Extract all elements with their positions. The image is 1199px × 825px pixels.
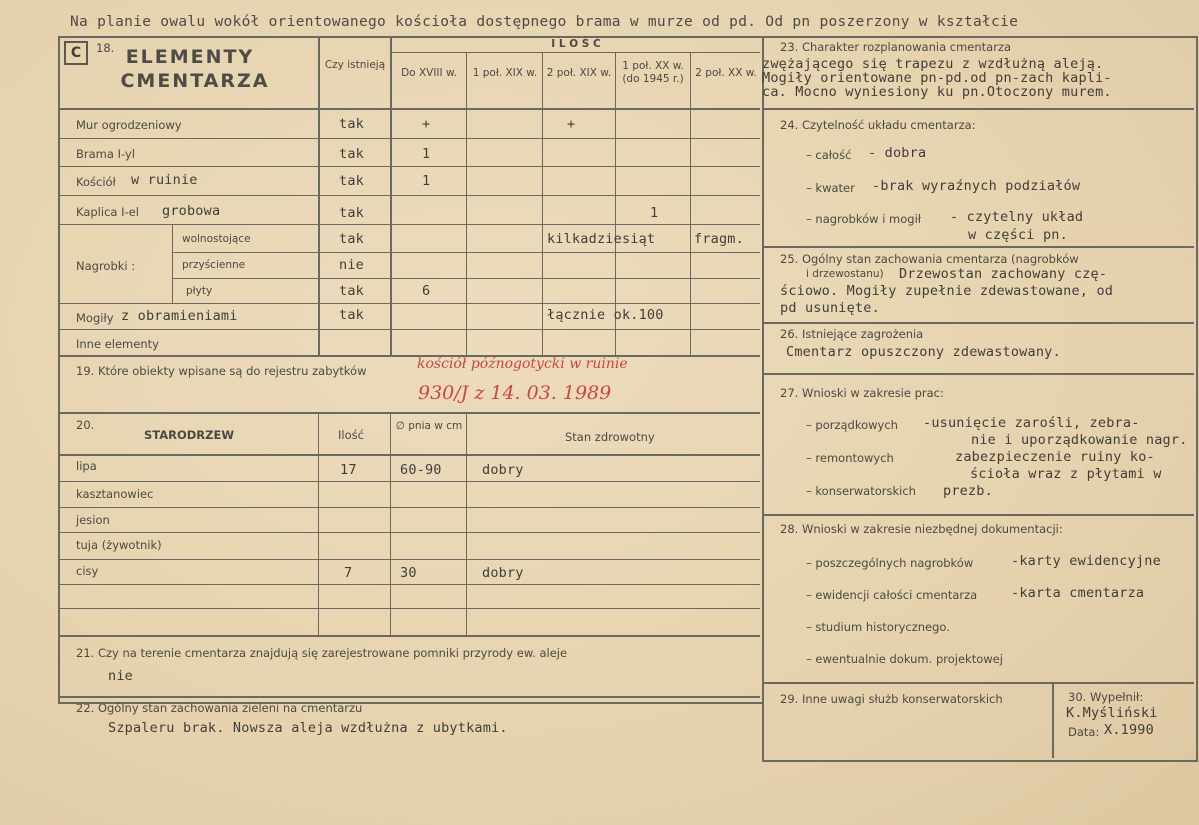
row-nagrobki: Nagrobki :	[76, 259, 136, 273]
s25-line3: pd usunięte.	[780, 300, 880, 316]
col-czy-istnieja: Czy istnieją	[324, 59, 386, 71]
s28-l1: – poszczególnych nagrobków	[806, 556, 974, 570]
col-2pol-xx: 2 poł. XX w.	[695, 67, 757, 79]
s27-line1: -usunięcie zarośli, zebra-	[923, 415, 1140, 431]
s27-line5: prezb.	[943, 483, 993, 499]
row-kaplica: Kaplica I-el	[76, 205, 139, 219]
plyty-do18: 6	[422, 283, 431, 299]
s24-calosc-val: - dobra	[868, 145, 927, 161]
wolno-czy: tak	[339, 231, 364, 247]
row-kosciol: Kościół	[76, 175, 116, 189]
tree-lipa: lipa	[76, 459, 97, 473]
s30-label: 30. Wypełnił:	[1068, 690, 1144, 704]
s28-l3: – studium historycznego.	[806, 620, 950, 634]
row-mogily-typed: z obramieniami	[121, 308, 238, 324]
s20-col-ilosc: Ilość	[338, 428, 364, 442]
tree-kasztanowiec: kasztanowiec	[76, 487, 154, 501]
tree-lipa-stan: dobry	[482, 462, 524, 478]
s28-l2: – ewidencji całości cmentarza	[806, 588, 978, 602]
kosciol-czy: tak	[339, 173, 364, 189]
s19-label: 19. Które obiekty wpisane są do rejestru zabytków	[76, 364, 367, 378]
s24-label: 24. Czytelność układu cmentarza:	[780, 118, 976, 132]
col-1pol-xx: 1 poł. XX w. (do 1945 r.)	[622, 60, 684, 85]
s27-kons: – konserwatorskich	[806, 484, 916, 498]
row-mur: Mur ogrodzeniowy	[76, 118, 182, 132]
mogily-value: łącznie ok.100	[547, 307, 664, 323]
row-kaplica-typed: grobowa	[162, 203, 221, 219]
col-do-xviii: Do XVIII w.	[401, 67, 457, 79]
s21-label: 21. Czy na terenie cmentarza znajdują się zarejestrowane pomniki przyrody ew. aleje	[76, 646, 568, 660]
kaplica-czy: tak	[339, 205, 364, 221]
s25-line2: ściowo. Mogiły zupełnie zdewastowane, od	[780, 283, 1114, 299]
s27-line2: nie i uporządkowanie nagr.	[971, 432, 1188, 448]
s18-number: 18.	[96, 41, 115, 55]
s28-l4: – ewentualnie dokum. projektowej	[806, 652, 1003, 666]
s25-label1: 25. Ogólny stan zachowania cmentarza (nagrobków	[780, 252, 1079, 266]
s23-line1: zwężającego się trapezu z wzdłużną aleją.	[762, 56, 1104, 72]
s27-line3: zabezpieczenie ruiny ko-	[955, 449, 1155, 465]
mur-czy: tak	[339, 116, 364, 132]
s24-kwater-label: – kwater	[806, 181, 855, 195]
s23-line3: ca. Mocno wyniesiony ku pn.Otoczony murem.	[762, 84, 1112, 100]
mur-do18: +	[422, 116, 431, 132]
tree-cisy-ilosc: 7	[344, 565, 353, 581]
s20-number: 20.	[76, 418, 95, 432]
row-przyscienne: przyścienne	[182, 259, 246, 271]
row-mogily: Mogiły	[76, 311, 114, 325]
s27-line4: ścioła wraz z płytami w	[970, 466, 1162, 482]
section-letter-box: C	[64, 41, 88, 65]
s20-title: STARODRZEW	[144, 428, 235, 442]
s20-col-stan: Stan zdrowotny	[565, 430, 655, 444]
kosciol-do18: 1	[422, 173, 431, 189]
row-plyty: płyty	[186, 285, 213, 297]
s22-label: 22. Ogólny stan zachowania zieleni na cmentarzu	[76, 701, 363, 715]
row-brama: Brama I-yl	[76, 147, 135, 161]
s30-name: K.Myśliński	[1066, 705, 1158, 721]
s28-v2: -karta cmentarza	[1011, 585, 1145, 601]
s25-label2: i drzewostanu)	[806, 268, 884, 280]
s20-col-pnia: ∅ pnia w cm	[395, 420, 463, 432]
s18-title-line1: ELEMENTY	[125, 46, 255, 68]
s21-value: nie	[108, 668, 133, 684]
s24-kwater-val: -brak wyraźnych podziałów	[872, 178, 1081, 194]
s28-label: 28. Wnioski w zakresie niezbędnej dokumentacji:	[780, 522, 1063, 536]
s30-date-val: X.1990	[1104, 722, 1154, 738]
tree-jesion: jesion	[76, 513, 110, 527]
col-ilosc: I L O Ś Ć	[551, 38, 601, 50]
s29-label: 29. Inne uwagi służb konserwatorskich	[780, 692, 1003, 706]
s24-nagrob-val1: - czytelny układ	[950, 209, 1084, 225]
s24-nagrob-val2: w części pn.	[968, 227, 1068, 243]
s26-value: Cmentarz opuszczony zdewastowany.	[786, 344, 1061, 360]
s28-v1: -karty ewidencyjne	[1011, 553, 1161, 569]
kaplica-1pol20: 1	[650, 205, 659, 221]
s24-nagrob-label: – nagrobków i mogił	[806, 212, 922, 226]
row-kosciol-typed: w ruinie	[131, 172, 198, 188]
row-inne: Inne elementy	[76, 337, 159, 351]
s19-handwritten-1: kościół późnogotycki w ruinie	[417, 356, 628, 372]
tree-cisy-pnia: 30	[400, 565, 417, 581]
col-2pol-xix: 2 poł. XIX w.	[546, 67, 612, 79]
s27-remont: – remontowych	[806, 451, 894, 465]
s24-calosc-label: – całość	[806, 148, 852, 162]
row-wolnostojace: wolnostojące	[182, 233, 251, 245]
wolno-fragm: fragm.	[694, 231, 744, 247]
s26-label: 26. Istniejące zagrożenia	[780, 327, 924, 341]
s30-date-label: Data:	[1068, 725, 1100, 739]
s23-line2: Mogiły orientowane pn-pd.od pn-zach kapli-	[762, 70, 1112, 86]
col-1pol-xix: 1 poł. XIX w.	[472, 67, 538, 79]
s25-line1: Drzewostan zachowany czę-	[899, 266, 1108, 282]
s27-porz: – porządkowych	[806, 418, 898, 432]
tree-lipa-ilosc: 17	[340, 462, 357, 478]
mogily-czy: tak	[339, 307, 364, 323]
s23-label: 23. Charakter rozplanowania cmentarza	[780, 40, 1012, 54]
tree-cisy-stan: dobry	[482, 565, 524, 581]
s27-label: 27. Wnioski w zakresie prac:	[780, 386, 944, 400]
tree-tuja: tuja (żywotnik)	[76, 538, 162, 552]
przys-czy: nie	[339, 257, 364, 273]
s18-title-line2: CMENTARZA	[120, 70, 270, 92]
wolno-value: kilkadziesiąt	[547, 231, 656, 247]
brama-do18: 1	[422, 146, 431, 162]
tree-cisy: cisy	[76, 564, 99, 578]
plyty-czy: tak	[339, 283, 364, 299]
tree-lipa-pnia: 60-90	[400, 462, 442, 478]
top-typed-line: Na planie owalu wokół orientowanego kościoła dostępnego brama w murze od pd. Od pn poszerzony w kształcie	[70, 14, 1019, 30]
s19-handwritten-2: 930/J z 14. 03. 1989	[418, 382, 612, 404]
mur-2pol19: +	[567, 116, 576, 132]
brama-czy: tak	[339, 146, 364, 162]
s22-value: Szpaleru brak. Nowsza aleja wzdłużna z ubytkami.	[108, 720, 508, 736]
